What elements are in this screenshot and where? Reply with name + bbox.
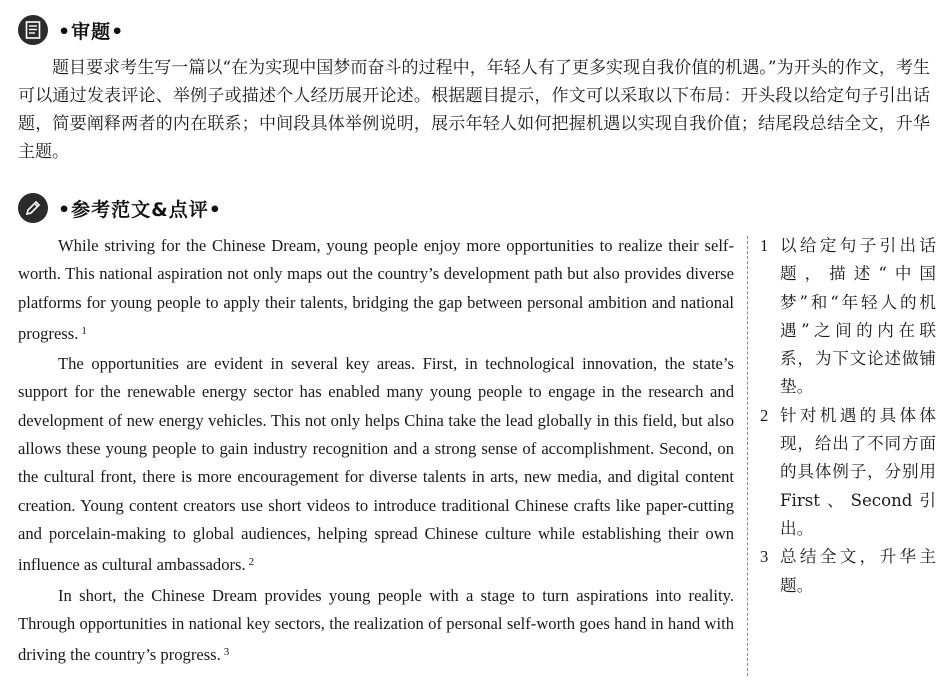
review-heading [18, 14, 124, 46]
sample-essay [18, 232, 734, 671]
note-text: 针对机遇的具体体现，给出了不同方面的具体例子，分别用First、Second引出。 [780, 405, 936, 538]
note-number: 1 [760, 236, 769, 255]
essay-paragraph [18, 350, 734, 579]
review-title: •审题• [58, 20, 125, 43]
essay-paragraph-text: The opportunities are evident in several key areas. First, in technological innovation, the state’s support for the renewable energy sector has enabled many young people to engage in the research and development of new energy vehicles. This not only helps China take the lead globally in this field, but also allows these young people to gain industry recognition and a strong sense of accomplishment. Second, on the cultural front, there is more encouragement for diverse talents in arts, new media, and digital content creation. Young content creators use short videos to introduce traditional Chinese crafts like paper-cutting and porcelain-making to global audiences, helping spread Chinese culture while establishing their own influence as cultural ambassadors. [18, 354, 734, 575]
review-body: 题目要求考生写一篇以“在为实现中国梦而奋斗的过程中，年轻人有了更多实现自我价值的机遇。”为开头的作文，考生可以通过发表评论、举例子或描述个人经历展开论述。根据题目提示，作文可以采取以下布局：开头段以给定句子引出话题，简要阐释两者的内在联系；中间段具体举例说明，展示年轻人如何把握机遇以实现自我价值；结尾段总结全文，升华主题。 [18, 58, 930, 162]
sample-heading [18, 192, 222, 224]
note-marker: 3 [223, 646, 230, 659]
essay-paragraph-text: In short, the Chinese Dream provides young people with a stage to turn aspirations into reality. Through opportunities in national key sectors, the realization of personal self-worth goes hand in hand with driving the country’s progress. [18, 585, 734, 665]
note-item [760, 232, 936, 402]
note-marker: 2 [248, 556, 255, 569]
essay-paragraph [18, 582, 734, 670]
note-number: 2 [760, 405, 769, 425]
pen-icon [18, 193, 48, 223]
note-item [760, 402, 936, 543]
essay-paragraph-text: While striving for the Chinese Dream, young people enjoy more opportunities to realize their self-worth. This national aspiration not only maps out the country’s development path but also provides diverse platforms for young people to apply their talents, bridging the gap between personal ambition and national progress. [18, 236, 734, 343]
note-text: 以给定句子引出话题，描述“中国梦”和“年轻人的机遇”之间的内在联系，为下文论述做铺垫。 [780, 236, 936, 397]
note-text: 总结全文，升华主题。 [780, 547, 936, 595]
note-number: 3 [760, 547, 769, 567]
column-divider [747, 236, 748, 676]
document-icon [18, 15, 48, 45]
comment-notes [760, 232, 936, 600]
essay-paragraph [18, 232, 734, 348]
note-item [760, 543, 936, 600]
sample-title: •参考范文&点评• [58, 198, 222, 221]
note-marker: 1 [81, 324, 87, 337]
